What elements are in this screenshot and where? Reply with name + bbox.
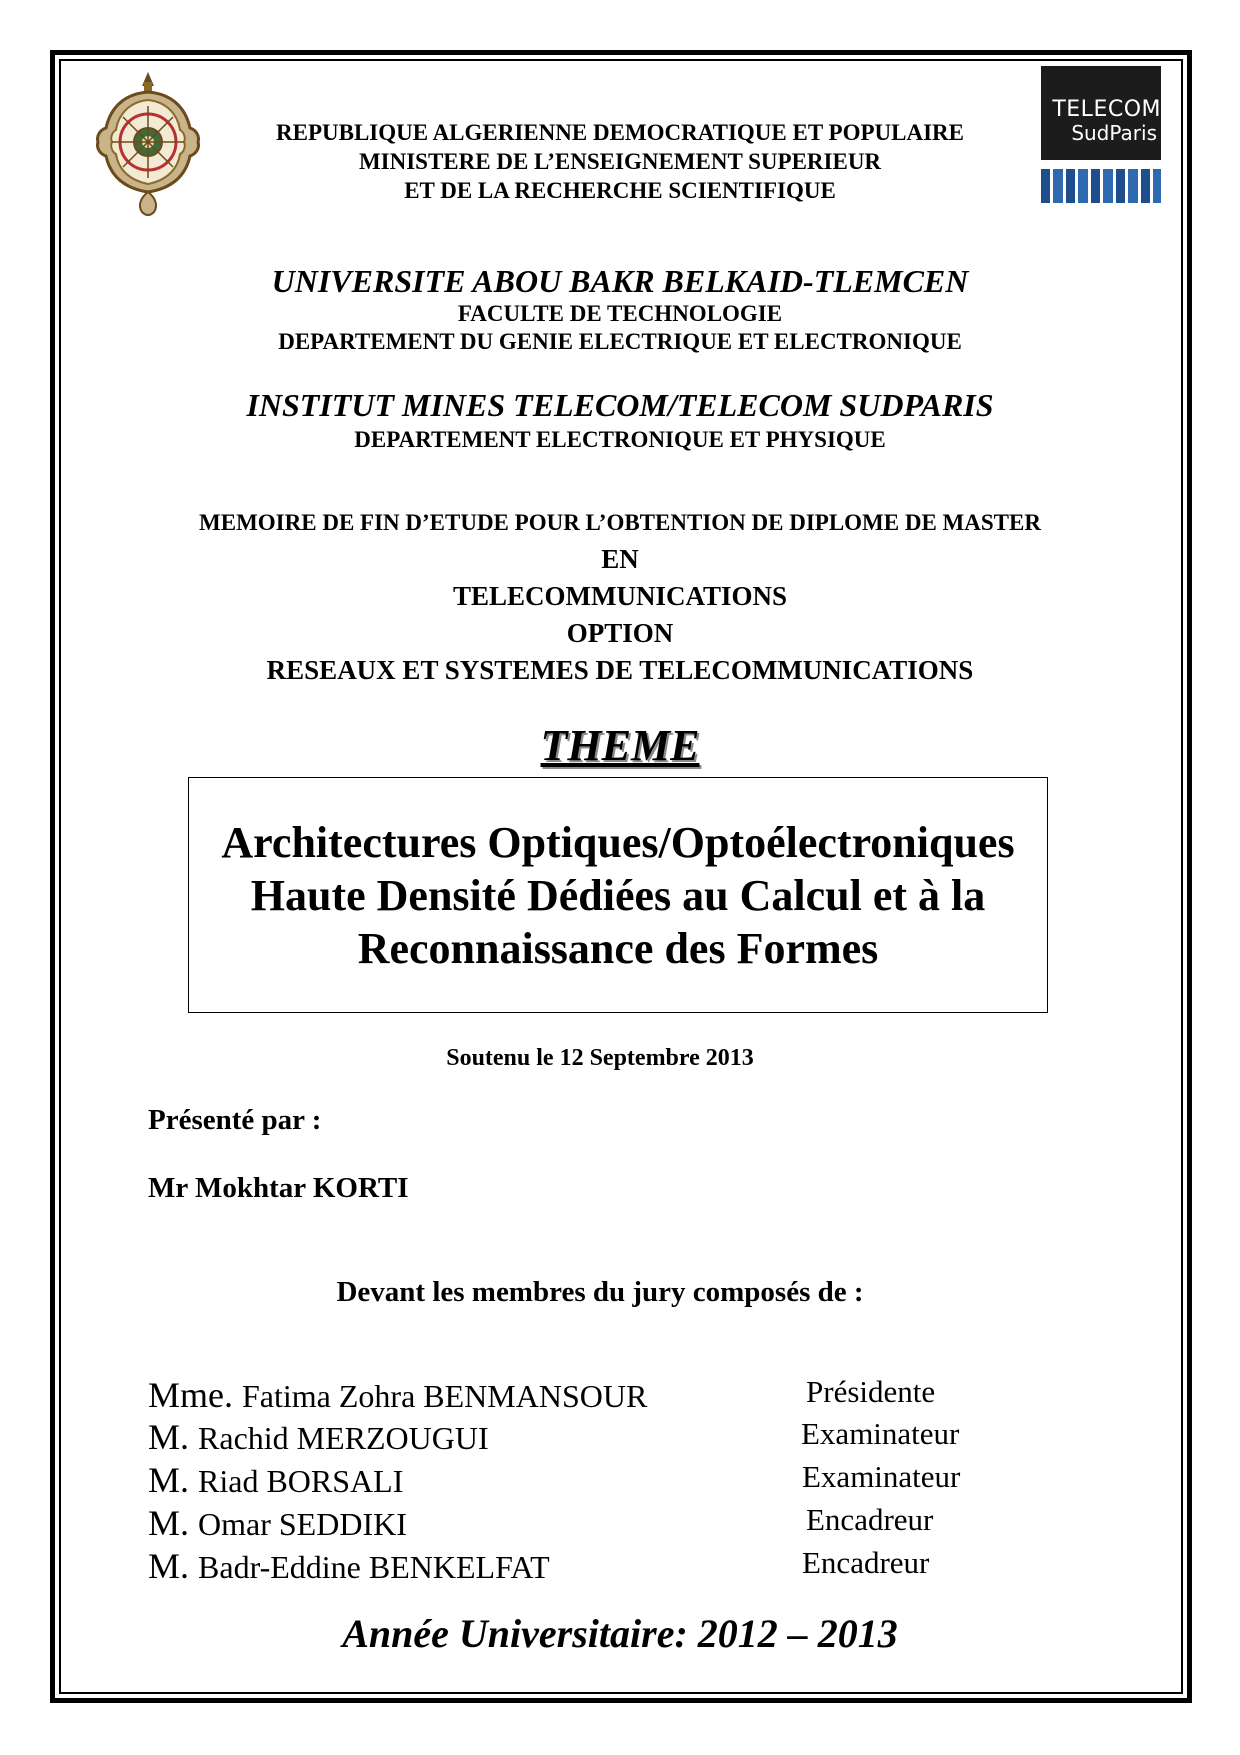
jury-member-role: Examinateur bbox=[801, 1416, 960, 1451]
theme-title-line: Reconnaissance des Formes bbox=[357, 923, 879, 973]
jury-heading: Devant les membres du jury composés de : bbox=[336, 1276, 864, 1308]
jury-member-name: Riad BORSALI bbox=[198, 1463, 404, 1499]
jury-member-title: M. bbox=[148, 1546, 199, 1586]
university-department: DEPARTEMENT DU GENIE ELECTRIQUE ET ELECTRONIQUE bbox=[278, 329, 962, 354]
presenter-name: Mr Mokhtar KORTI bbox=[148, 1172, 409, 1204]
degree-en: EN bbox=[601, 544, 639, 574]
logo-pattern-glyph bbox=[1041, 169, 1161, 203]
jury-member-row bbox=[148, 1416, 1048, 1459]
theme-title-line: Architectures Optiques/Optoélectroniques bbox=[221, 817, 1015, 867]
jury-member-row bbox=[148, 1459, 1048, 1502]
degree-option-label: OPTION bbox=[566, 618, 674, 648]
jury-member-role: Encadreur bbox=[806, 1502, 934, 1537]
jury-member-name: Badr-Eddine BENKELFAT bbox=[198, 1549, 550, 1585]
logo-text-sudparis: SudParis bbox=[1071, 121, 1157, 145]
academic-year: Année Universitaire: 2012 – 2013 bbox=[342, 1611, 898, 1656]
degree-field: TELECOMMUNICATIONS bbox=[452, 581, 788, 611]
theme-title-line: Haute Densité Dédiées au Calcul et à la bbox=[250, 870, 986, 920]
header-republic: REPUBLIQUE ALGERIENNE DEMOCRATIQUE ET POPULAIRE bbox=[276, 120, 964, 145]
jury-member-row bbox=[148, 1545, 1048, 1588]
jury-member-role: Présidente bbox=[806, 1374, 936, 1409]
jury-member-name: Fatima Zohra BENMANSOUR bbox=[242, 1378, 648, 1414]
degree-line: MEMOIRE DE FIN D’ETUDE POUR L’OBTENTION DE DIPLOME DE MASTER bbox=[199, 510, 1041, 535]
jury-member-name: Omar SEDDIKI bbox=[198, 1506, 407, 1542]
university-emblem-logo bbox=[92, 66, 204, 218]
jury-member-role: Encadreur bbox=[802, 1545, 930, 1580]
jury-member-title: M. bbox=[148, 1417, 199, 1457]
jury-member-title: Mme. bbox=[148, 1375, 242, 1415]
defense-date: Soutenu le 12 Septembre 2013 bbox=[446, 1045, 754, 1071]
theme-heading: THEME bbox=[540, 721, 700, 770]
institute-name: INSTITUT MINES TELECOM/TELECOM SUDPARIS bbox=[246, 387, 994, 423]
logo-text-telecom: TELECOM bbox=[1052, 97, 1161, 122]
faculty-name: FACULTE DE TECHNOLOGIE bbox=[457, 301, 783, 326]
theme-title bbox=[198, 816, 1038, 975]
degree-option: RESEAUX ET SYSTEMES DE TELECOMMUNICATIONS bbox=[266, 655, 974, 685]
telecom-sudparis-logo bbox=[1041, 66, 1161, 206]
jury-member-row bbox=[148, 1502, 1048, 1545]
header-research: ET DE LA RECHERCHE SCIENTIFIQUE bbox=[404, 178, 836, 203]
institute-department: DEPARTEMENT ELECTRONIQUE ET PHYSIQUE bbox=[354, 427, 886, 452]
jury-member-title: M. bbox=[148, 1503, 199, 1543]
jury-member-role: Examinateur bbox=[802, 1459, 961, 1494]
header-ministry: MINISTERE DE L’ENSEIGNEMENT SUPERIEUR bbox=[358, 149, 882, 174]
jury-member-name: Rachid MERZOUGUI bbox=[198, 1420, 489, 1456]
university-name: UNIVERSITE ABOU BAKR BELKAID-TLEMCEN bbox=[271, 263, 969, 299]
jury-member-title: M. bbox=[148, 1460, 199, 1500]
presenter-label: Présenté par : bbox=[148, 1104, 322, 1136]
jury-member-row bbox=[148, 1374, 1048, 1417]
theme-title-box bbox=[188, 777, 1048, 1013]
